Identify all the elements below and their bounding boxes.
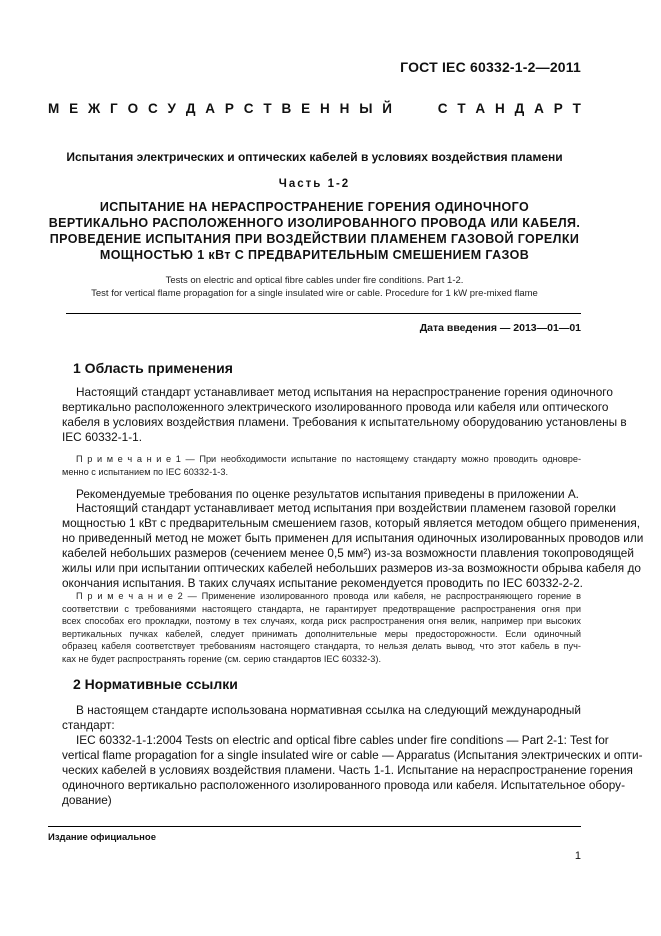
heading-letter: А [475,101,486,116]
section-1-paragraph-3 [62,501,644,591]
heading-letter: Р [553,101,563,116]
heading-letter: А [534,101,544,116]
heading-gap [402,101,428,116]
heading-letter: М [48,101,60,116]
section-1-paragraph-1 [62,385,627,445]
heading-letter: С [147,101,158,116]
introduction-date: Дата введения — 2013—01—01 [419,322,581,334]
text-line: Настоящий стандарт устанавливает метод испытания на нераспространение горения одиночного [76,385,613,399]
title-en-line: Tests on electric and optical fibre cables under fire conditions. Part 1-2. [165,275,464,286]
text-line: образец кабеля соответствует требованиям настоящего стандарта, то нельзя делать вывод, что этот кабель в пуч- [62,641,581,651]
heading-letter: А [205,101,216,116]
heading-letter: Д [514,101,525,116]
edition-label: Издание официальное [48,832,156,843]
section-1-paragraph-2 [62,487,581,502]
text-line: соответствии с требованиями настоящего стандарта, не гарантирует предотвращение распространения огня при [62,603,581,614]
text-line: но приведенный метод не может быть применен для испытания одиночных изолированных проводов или [62,531,644,545]
text-line: IEC 60332-1-1:2004 Tests on electric and optical fibre cables under fire conditions — Part 2-1: Test for [76,733,609,747]
title-en-line: Test for vertical flame propagation for a single insulated wire or cable. Procedure for 1 kW pre-mixed flame [91,288,538,299]
note-2 [62,590,581,665]
heading-letter: Й [382,101,392,116]
title-en [48,274,581,300]
text-line: одиночного вертикально расположенного изолированного провода или кабеля. Испытательное обору- [62,778,626,792]
heading-letter: Е [69,101,79,116]
text-line: вертикальных пучках кабелей, следует принимать дополнительные меры предосторожности. Если одиночный [62,628,581,639]
text-line: П р и м е ч а н и е 1 — При необходимости испытание по настоящему стандарту можно проводить одновре- [76,454,581,464]
heading-letter: Д [185,101,196,116]
heading-letter: Т [263,101,272,116]
text-line: В настоящем стандарте использована нормативная ссылка на следующий международный [76,703,581,717]
section-1-heading: 1 Область применения [73,360,233,376]
text-line: вертикально расположенного электрического изолированного провода или кабеля или оптического [62,400,609,414]
text-line: П р и м е ч а н и е 2 — Применение изолированного провода или кабеля, не распространяющего горение в [76,591,581,601]
text-line: жилы или при испытании оптических кабелей небольших размеров из-за возможности обрыва кабеля до [62,561,641,575]
heading-letter: Н [495,101,505,116]
heading-letter: В [281,101,292,116]
heading-letter: Р [224,101,234,116]
heading-letter: Н [339,101,350,116]
main-title-line: ВЕРТИКАЛЬНО РАСПОЛОЖЕННОГО ИЗОЛИРОВАННОГО ПРОВОДА ИЛИ КАБЕЛЯ. [48,216,581,230]
page-number: 1 [574,850,581,862]
text-line: ческих кабелей в условиях воздействия пламени. Часть 1-1. Испытание на нераспространение горения [62,763,633,777]
text-line: Настоящий стандарт устанавливает метод испытания при воздействии пламенем газовой горелки [76,501,616,515]
text-line: IEC 60332-1-1. [62,430,143,444]
heading-letter: Т [457,101,466,116]
main-title-line: МОЩНОСТЬЮ 1 кВт С ПРЕДВАРИТЕЛЬНЫМ СМЕШЕНИЕМ ГАЗОВ [99,248,530,262]
main-title [48,199,581,263]
text-line: всех способах его прокладки, поэтому в тех случаях, когда риск распространения огня велик, например при высоких [62,616,581,626]
note-1 [62,453,581,478]
text-line: окончания испытания. В таких случаях испытание рекомендуется проводить по IEC 60332-2-2. [62,576,583,590]
divider [66,313,581,314]
text-line: менно с испытанием по IEC 60332-1-3. [62,466,229,477]
section-2-heading: 2 Нормативные ссылки [73,676,238,692]
part-number: Часть 1-2 [278,178,351,190]
heading-letter: О [127,101,139,116]
heading-letter: Н [319,101,330,116]
heading-letter: У [167,101,176,116]
heading-letter: Т [572,101,581,116]
text-line: vertical flame propagation for a single insulated wire or cable — Apparatus (Испытания электрических и опти- [62,748,643,762]
text-line: дование) [62,793,112,807]
section-2-paragraph-1 [62,703,581,733]
heading-letter: Ж [87,101,101,116]
heading-letter: С [243,101,254,116]
section-2-reference [62,733,643,808]
heading-letter: Ы [359,101,373,116]
main-title-line: ИСПЫТАНИЕ НА НЕРАСПРОСТРАНЕНИЕ ГОРЕНИЯ ОДИНОЧНОГО [99,200,530,214]
main-title-line: ПРОВЕДЕНИЕ ИСПЫТАНИЯ ПРИ ВОЗДЕЙСТВИИ ПЛАМЕНЕМ ГАЗОВОЙ ГОРЕЛКИ [49,232,580,246]
heading-letter: Е [301,101,311,116]
title-ru: Испытания электрических и оптических кабелей в условиях воздействия пламени [66,150,563,164]
text-line: кабелей небольших размеров (сечением менее 0,5 мм²) из-за возможности плавления токопроводящей [62,546,634,560]
standard-type-heading [48,101,581,116]
document-code: ГОСТ IEC 60332-1-2—2011 [400,59,581,75]
text-line: стандарт: [62,718,115,732]
text-line: мощностью 1 кВт с предварительным смешением газов, который является методом общего применения, [62,516,641,530]
footer-divider [48,826,581,827]
text-line: кабеля в условиях воздействия пламени. Требования к испытательному оборудованию установлены в [62,415,627,429]
heading-letter: С [437,101,448,116]
text-line: ках не будет распространять горение (см. серию стандартов IEC 60332-3). [62,653,382,664]
heading-letter: Г [110,101,118,116]
text-line: Рекомендуемые требования по оценке результатов испытания приведены в приложении А. [76,487,579,501]
